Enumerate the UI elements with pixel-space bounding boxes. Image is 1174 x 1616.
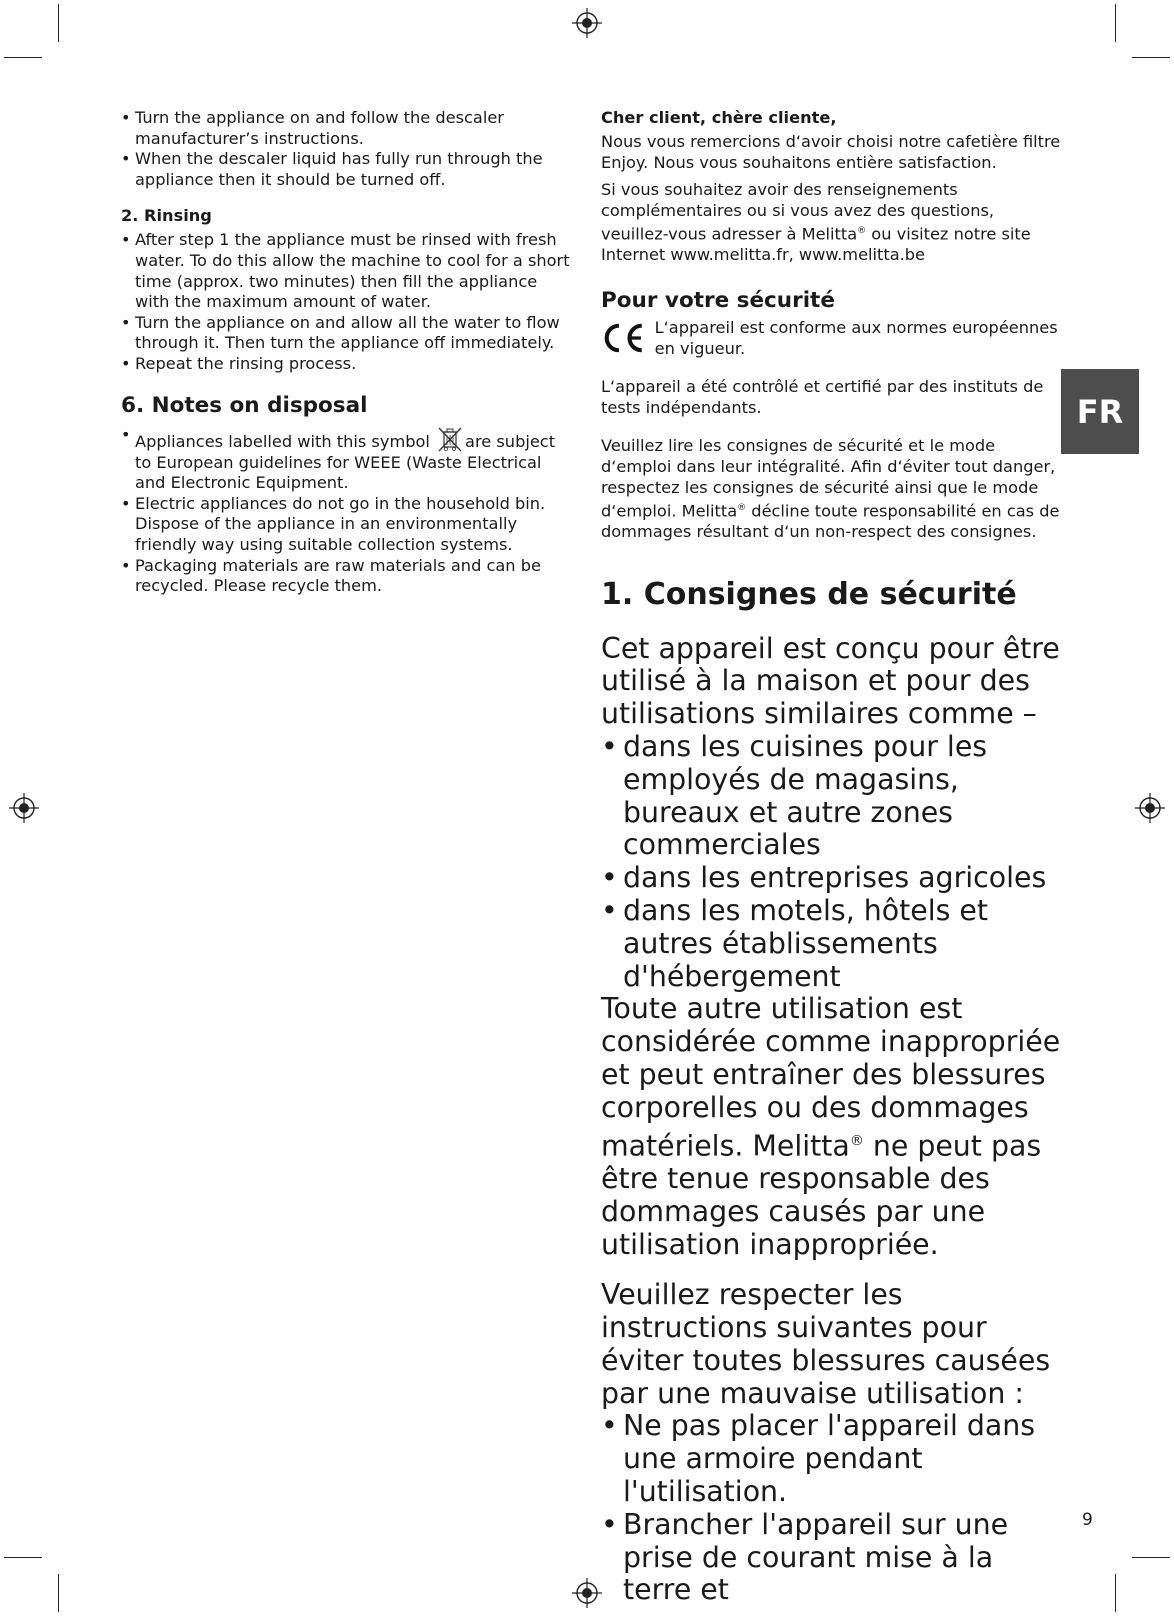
crop-mark-top-right-h xyxy=(1132,57,1170,58)
left-column xyxy=(121,108,576,597)
registered-mark: ® xyxy=(857,226,867,237)
registration-mark-top-icon xyxy=(572,8,602,38)
ce-mark-icon xyxy=(601,318,647,358)
info-paragraph xyxy=(601,180,1061,266)
registered-mark: ® xyxy=(737,503,747,514)
follow-intro: Veuillez respecter les instructions suivantes pour éviter toutes blessures causées par une mauvaise utilisation : xyxy=(601,1278,1051,1410)
read-text-before: Veuillez lire les consignes de sécurité et le mode d‘emploi dans leur intégralité. Afin d‘éviter tout danger, respectez les consignes de sécurité ainsi que le mode d‘emploi. Melitta xyxy=(601,436,1056,521)
list-item: • Electric appliances do not go in the household bin. Dispose of the appliance in an environmentally friendly way using suitable collection systems. xyxy=(121,494,576,556)
greeting: Cher client, chère cliente, xyxy=(601,108,837,127)
crop-mark-bottom-left-h xyxy=(4,1557,42,1558)
usage-block xyxy=(601,633,1061,1608)
registration-mark-left-icon xyxy=(9,793,39,823)
safety-heading: Pour votre sécurité xyxy=(601,287,835,313)
list-item: • Brancher l'appareil sur une prise de courant mise à la terre et xyxy=(601,1509,1061,1607)
registration-mark-right-icon xyxy=(1135,793,1165,823)
crop-mark-bottom-right-h xyxy=(1132,1557,1170,1558)
follow-list xyxy=(601,1410,1061,1607)
list-item: • Ne pas placer l'appareil dans une armoire pendant l'utilisation. xyxy=(601,1410,1061,1508)
list-item xyxy=(121,425,576,494)
language-tab: FR xyxy=(1061,369,1139,454)
page-number: 9 xyxy=(1082,1510,1093,1530)
certified-paragraph: L‘appareil a été contrôlé et certifié par des instituts de tests indépendants. xyxy=(601,377,1044,417)
disposal-text-after: are subject to European guidelines for WEEE (Waste Electrical and Electronic Equipment. xyxy=(135,431,556,493)
crop-mark-bottom-left-v xyxy=(58,1574,59,1612)
disposal-heading: 6. Notes on disposal xyxy=(121,392,368,418)
usage-list xyxy=(601,731,1061,993)
list-item: • When the descaler liquid has fully run through the appliance then it should be turned off. xyxy=(121,149,576,190)
registered-mark: ® xyxy=(849,1132,864,1149)
disposal-text-before: Appliances labelled with this symbol xyxy=(135,431,436,451)
usage-other-before: Toute autre utilisation est considérée comme inappropriée et peut entraîner des blessures corporelles ou des dommages matériels. Melitta xyxy=(601,992,1061,1163)
read-text-after: décline toute responsabilité en cas de dommages résultant d‘un non-respect des consignes. xyxy=(601,501,1060,542)
list-item: • Repeat the rinsing process. xyxy=(121,354,576,375)
list-item: • After step 1 the appliance must be rinsed with fresh water. To do this allow the machine to cool for a short time (approx. two minutes) then fill the appliance with the maximum amount of water. xyxy=(121,230,576,312)
registration-mark-bottom-icon xyxy=(572,1578,602,1608)
crop-mark-bottom-right-v xyxy=(1115,1574,1116,1612)
ce-row xyxy=(601,318,1061,359)
right-column xyxy=(601,108,1061,1607)
info-text-before: Si vous souhaitez avoir des renseignements complémentaires ou si vous avez des questions, veuillez-vous adresser à Melitta xyxy=(601,180,995,244)
usage-intro: Cet appareil est conçu pour être utilisé à la maison et pour des utilisations similaires comme – xyxy=(601,631,1060,731)
list-item: • dans les cuisines pour les employés de magasins, bureaux et autre zones commerciales xyxy=(601,731,1061,862)
descaling-list xyxy=(121,108,576,190)
rinsing-list xyxy=(121,230,576,374)
list-item: • Packaging materials are raw materials and can be recycled. Please recycle them. xyxy=(121,556,576,597)
ce-text: L‘appareil est conforme aux normes européennes en vigueur. xyxy=(654,317,1058,358)
list-item: • Turn the appliance on and allow all the water to flow through it. Then turn the appliance off immediately. xyxy=(121,313,576,354)
crop-mark-top-right-v xyxy=(1115,4,1116,42)
usage-other xyxy=(601,993,1061,1261)
list-item: • dans les motels, hôtels et autres établissements d'hébergement xyxy=(601,895,1061,993)
section-heading: 1. Consignes de sécurité xyxy=(601,576,1017,612)
crossed-bin-icon xyxy=(436,425,464,453)
disposal-list xyxy=(121,425,576,597)
thanks-paragraph: Nous vous remercions d‘avoir choisi notre cafetière filtre Enjoy. Nous vous souhaitons entière satisfaction. xyxy=(601,132,1061,172)
crop-mark-top-left-h xyxy=(4,57,42,58)
list-item: • Turn the appliance on and follow the descaler manufacturer’s instructions. xyxy=(121,108,576,149)
info-text-after: ou visitez notre site Internet www.melitta.fr, www.melitta.be xyxy=(601,224,1031,265)
read-instructions-paragraph xyxy=(601,436,1061,542)
usage-other-after: ne peut pas être tenue responsable des dommages causés par une utilisation inappropriée. xyxy=(601,1129,1042,1261)
list-item: • dans les entreprises agricoles xyxy=(601,862,1061,895)
rinsing-heading: 2. Rinsing xyxy=(121,206,212,226)
crop-mark-top-left-v xyxy=(58,4,59,42)
